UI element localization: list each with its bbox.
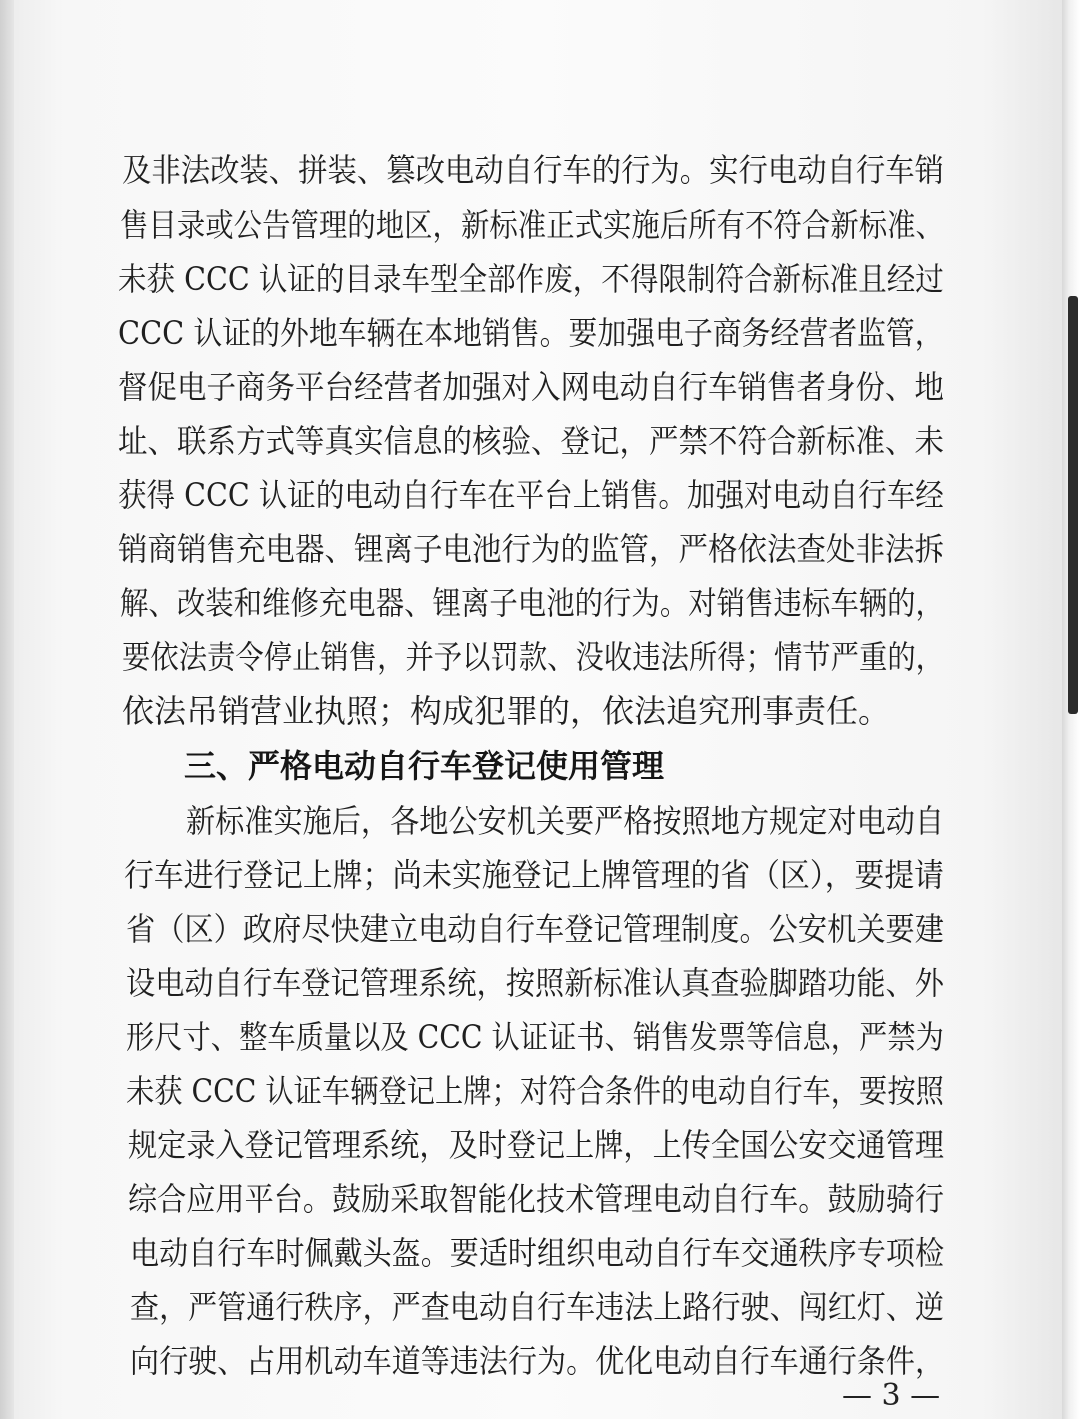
section-line: 形尺寸、整车质量以及 CCC 认证证书、销售发票等信息，严禁为: [126, 1018, 944, 1056]
body-line: 址、联系方式等真实信息的核验、登记，严禁不符合新标准、未: [118, 422, 945, 460]
section-line: 综合应用平台。鼓励采取智能化技术管理电动自行车。鼓励骑行: [128, 1180, 945, 1218]
body-line: 及非法改装、拼装、篡改电动自行车的行为。实行电动自行车销: [122, 151, 945, 189]
section-line: 向行驶、占用机动车道等违法行为。优化电动自行车通行条件，: [130, 1342, 945, 1380]
body-line: 销商销售充电器、锂离子电池行为的监管，严格依法查处非法拆: [118, 530, 945, 568]
section-heading: 三、严格电动自行车登记使用管理: [184, 747, 665, 785]
body-line: 获得 CCC 认证的电动自行车在平台上销售。加强对电动自行车经: [118, 476, 944, 514]
body-line: 未获 CCC 认证的目录车型全部作废，不得限制符合新标准且经过: [118, 260, 944, 298]
body-line: 解、改装和维修充电器、锂离子电池的行为。对销售违标车辆的，: [120, 584, 944, 622]
body-line: 督促电子商务平台经营者加强对入网电动自行车销售者身份、地: [118, 368, 945, 406]
body-line: 售目录或公告管理的地区，新标准正式实施后所有不符合新标准、: [120, 206, 944, 244]
section-line: 查，严管通行秩序，严查电动自行车违法上路行驶、闯红灯、逆: [130, 1288, 945, 1326]
body-line: CCC 认证的外地车辆在本地销售。要加强电子商务经营者监管，: [118, 314, 944, 352]
section-line: 电动自行车时佩戴头盔。要适时组织电动自行车交通秩序专项检: [130, 1234, 945, 1272]
page-number: — 3 —: [842, 1378, 941, 1413]
section-line: 省（区）政府尽快建立电动自行车登记管理制度。公安机关要建: [126, 910, 944, 948]
section-line: 未获 CCC 认证车辆登记上牌；对符合条件的电动自行车，要按照: [126, 1072, 944, 1110]
section-line: 新标准实施后，各地公安机关要严格按照地方规定对电动自: [186, 802, 945, 840]
body-line: 依法吊销营业执照；构成犯罪的，依法追究刑事责任。: [122, 692, 891, 730]
section-line: 设电动自行车登记管理系统，按照新标准认真查验脚踏功能、外: [126, 964, 944, 1002]
scrollbar-thumb[interactable]: [1068, 296, 1078, 714]
section-line: 规定录入登记管理系统，及时登记上牌，上传全国公安交通管理: [128, 1126, 945, 1164]
section-line: 行车进行登记上牌；尚未实施登记上牌管理的省（区），要提请: [124, 856, 944, 894]
body-line: 要依法责令停止销售，并予以罚款、没收违法所得；情节严重的，: [122, 638, 945, 676]
